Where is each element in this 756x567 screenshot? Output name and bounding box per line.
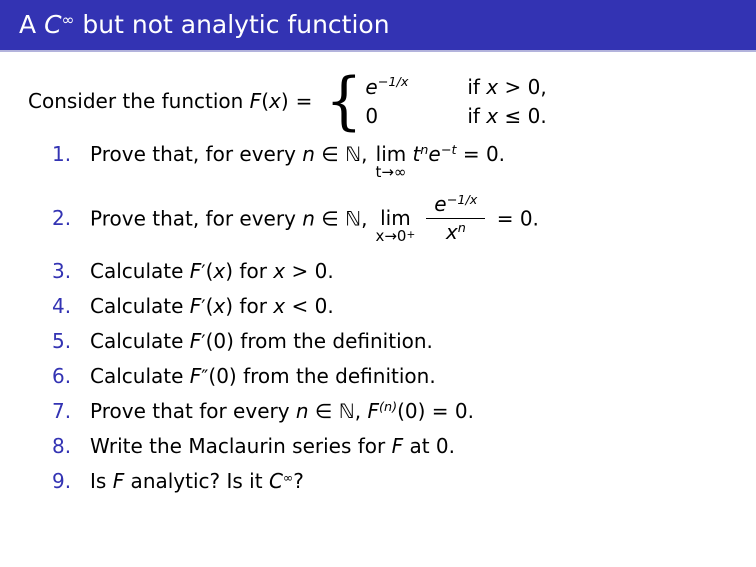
prime-mark: ′ xyxy=(201,260,206,283)
text: Prove that, for every xyxy=(90,142,303,166)
slide-title xyxy=(19,10,390,39)
text: Calculate xyxy=(90,363,190,388)
item-4-number: 4. xyxy=(52,293,72,318)
item-4-text xyxy=(90,294,334,318)
function-definition xyxy=(28,64,756,138)
math-F: F xyxy=(189,328,202,353)
item-8-number: 8. xyxy=(52,433,72,458)
text: for xyxy=(233,258,274,283)
case-1-value xyxy=(365,75,467,99)
condition-text: ≤ 0. xyxy=(498,103,547,128)
math-F: F xyxy=(189,293,202,318)
limit-operator xyxy=(375,144,406,181)
text: Calculate xyxy=(90,293,190,318)
argument: (0) xyxy=(397,398,426,423)
paren: ) xyxy=(280,89,289,113)
fraction xyxy=(426,192,485,244)
slide-header xyxy=(0,0,756,52)
paren: ) xyxy=(225,293,234,318)
math-x: x xyxy=(486,103,499,128)
title-infinity-sup: ∞ xyxy=(61,11,75,30)
text: analytic? Is it xyxy=(124,468,269,493)
exponent: −1/x xyxy=(446,192,478,208)
math-x: x xyxy=(273,258,286,283)
naturals-symbol: ℕ xyxy=(345,206,362,231)
list-item-3 xyxy=(0,259,756,283)
text: > 0. xyxy=(285,258,334,283)
paren: ) xyxy=(225,258,234,283)
text: from the definition. xyxy=(236,363,436,388)
argument: (0) xyxy=(205,328,234,353)
comma: , xyxy=(361,142,368,166)
item-2-text xyxy=(90,191,539,246)
item-7-number: 7. xyxy=(52,398,72,423)
lim-text: lim xyxy=(380,206,411,231)
exponent: n xyxy=(457,220,466,236)
condition-text: > 0, xyxy=(498,74,547,99)
if-text: if xyxy=(467,103,487,128)
item-5-text xyxy=(90,329,433,353)
item-1-number: 1. xyxy=(52,142,72,166)
math-x: x xyxy=(486,74,499,99)
math-x: x xyxy=(213,293,226,318)
math-n: n xyxy=(302,142,315,166)
title-text: A xyxy=(19,10,45,39)
math-t: t xyxy=(412,142,421,166)
list-item-6 xyxy=(0,364,756,388)
item-3-text xyxy=(90,259,334,283)
if-text: if xyxy=(467,74,487,99)
item-9-text xyxy=(90,469,304,493)
equals-zero: = 0. xyxy=(425,398,475,423)
paren: ( xyxy=(205,293,214,318)
item-1-text xyxy=(90,142,505,181)
exponent: n xyxy=(420,142,429,158)
list-item-5 xyxy=(0,329,756,353)
derivative-order-sup: (n) xyxy=(379,399,398,415)
text: Prove that, for every xyxy=(90,206,303,231)
item-8-text xyxy=(90,434,455,458)
double-prime-mark: ″ xyxy=(201,365,209,388)
prime-mark: ′ xyxy=(201,330,206,353)
intro-lead: Consider the function xyxy=(28,89,250,113)
exponent: −1/x xyxy=(377,75,409,91)
text: Calculate xyxy=(90,258,190,283)
item-6-text xyxy=(90,364,436,388)
math-F: F xyxy=(112,468,125,493)
text: Is xyxy=(90,468,113,493)
math-n: n xyxy=(302,206,315,231)
problem-group-2 xyxy=(0,259,756,388)
intro-text xyxy=(28,89,319,113)
naturals-symbol: ℕ xyxy=(345,142,362,166)
prime-mark: ′ xyxy=(201,295,206,318)
text: at 0. xyxy=(403,433,456,458)
limit-operator xyxy=(375,208,415,245)
limit-subscript-base: x→0 xyxy=(375,227,407,246)
text: for xyxy=(233,293,274,318)
math-F: F xyxy=(249,89,262,113)
comma: , xyxy=(361,206,368,231)
item-6-number: 6. xyxy=(52,363,72,388)
cases-brace: { xyxy=(325,64,363,138)
element-of: ∈ xyxy=(308,398,339,423)
question-mark: ? xyxy=(293,468,304,493)
equals-sign: = xyxy=(295,89,313,113)
zero-value: 0 xyxy=(365,103,379,128)
math-F: F xyxy=(189,258,202,283)
cases-block xyxy=(365,75,546,128)
case-1-condition xyxy=(467,75,546,99)
math-e: e xyxy=(428,142,441,166)
problem-group-3 xyxy=(0,399,756,493)
item-3-number: 3. xyxy=(52,258,72,283)
argument: (0) xyxy=(208,363,237,388)
case-2-value xyxy=(365,104,467,128)
text: from the definition. xyxy=(233,328,433,353)
problem-group-1 xyxy=(0,142,756,246)
case-2-condition xyxy=(467,104,546,128)
math-x: x xyxy=(213,258,226,283)
exponent: −t xyxy=(440,142,457,158)
math-x: x xyxy=(445,219,458,244)
text: Calculate xyxy=(90,328,190,353)
limit-subscript xyxy=(375,229,415,245)
list-item-8 xyxy=(0,434,756,458)
math-n: n xyxy=(295,398,309,423)
item-5-number: 5. xyxy=(52,328,72,353)
item-2-number: 2. xyxy=(52,206,72,231)
text: Write the Maclaurin series for xyxy=(90,433,392,458)
list-item-1 xyxy=(0,142,756,181)
fraction-numerator xyxy=(426,192,485,219)
list-item-4 xyxy=(0,294,756,318)
limit-subscript: t→∞ xyxy=(375,163,407,181)
math-e: e xyxy=(434,191,447,216)
title-math-c: C xyxy=(44,10,62,39)
equals-zero: = 0. xyxy=(490,206,539,231)
element-of: ∈ xyxy=(314,206,346,231)
element-of: ∈ xyxy=(314,142,346,166)
math-F: F xyxy=(367,398,379,423)
item-9-number: 9. xyxy=(52,468,72,493)
paren: ( xyxy=(261,89,269,113)
item-7-text xyxy=(90,399,474,423)
math-e: e xyxy=(365,74,378,99)
text: Prove that for every xyxy=(90,398,296,423)
naturals-symbol: ℕ xyxy=(338,398,355,423)
case-row-1 xyxy=(365,75,546,99)
comma: , xyxy=(354,398,368,423)
plus-superscript: + xyxy=(406,228,416,241)
fraction-denominator xyxy=(446,219,466,244)
limit-expression xyxy=(412,142,505,166)
math-C: C xyxy=(268,468,283,493)
list-item-7 xyxy=(0,399,756,423)
title-text-post: but not analytic function xyxy=(74,10,390,39)
math-x: x xyxy=(273,293,286,318)
math-F: F xyxy=(189,363,202,388)
paren: ( xyxy=(205,258,214,283)
text: < 0. xyxy=(285,293,334,318)
lim-text: lim xyxy=(375,142,407,166)
infinity-sup: ∞ xyxy=(282,469,294,485)
list-item-9 xyxy=(0,469,756,493)
math-x: x xyxy=(269,89,281,113)
equals-zero: = 0. xyxy=(456,142,506,166)
math-F: F xyxy=(391,433,404,458)
list-item-2 xyxy=(0,191,756,246)
case-row-2 xyxy=(365,104,546,128)
